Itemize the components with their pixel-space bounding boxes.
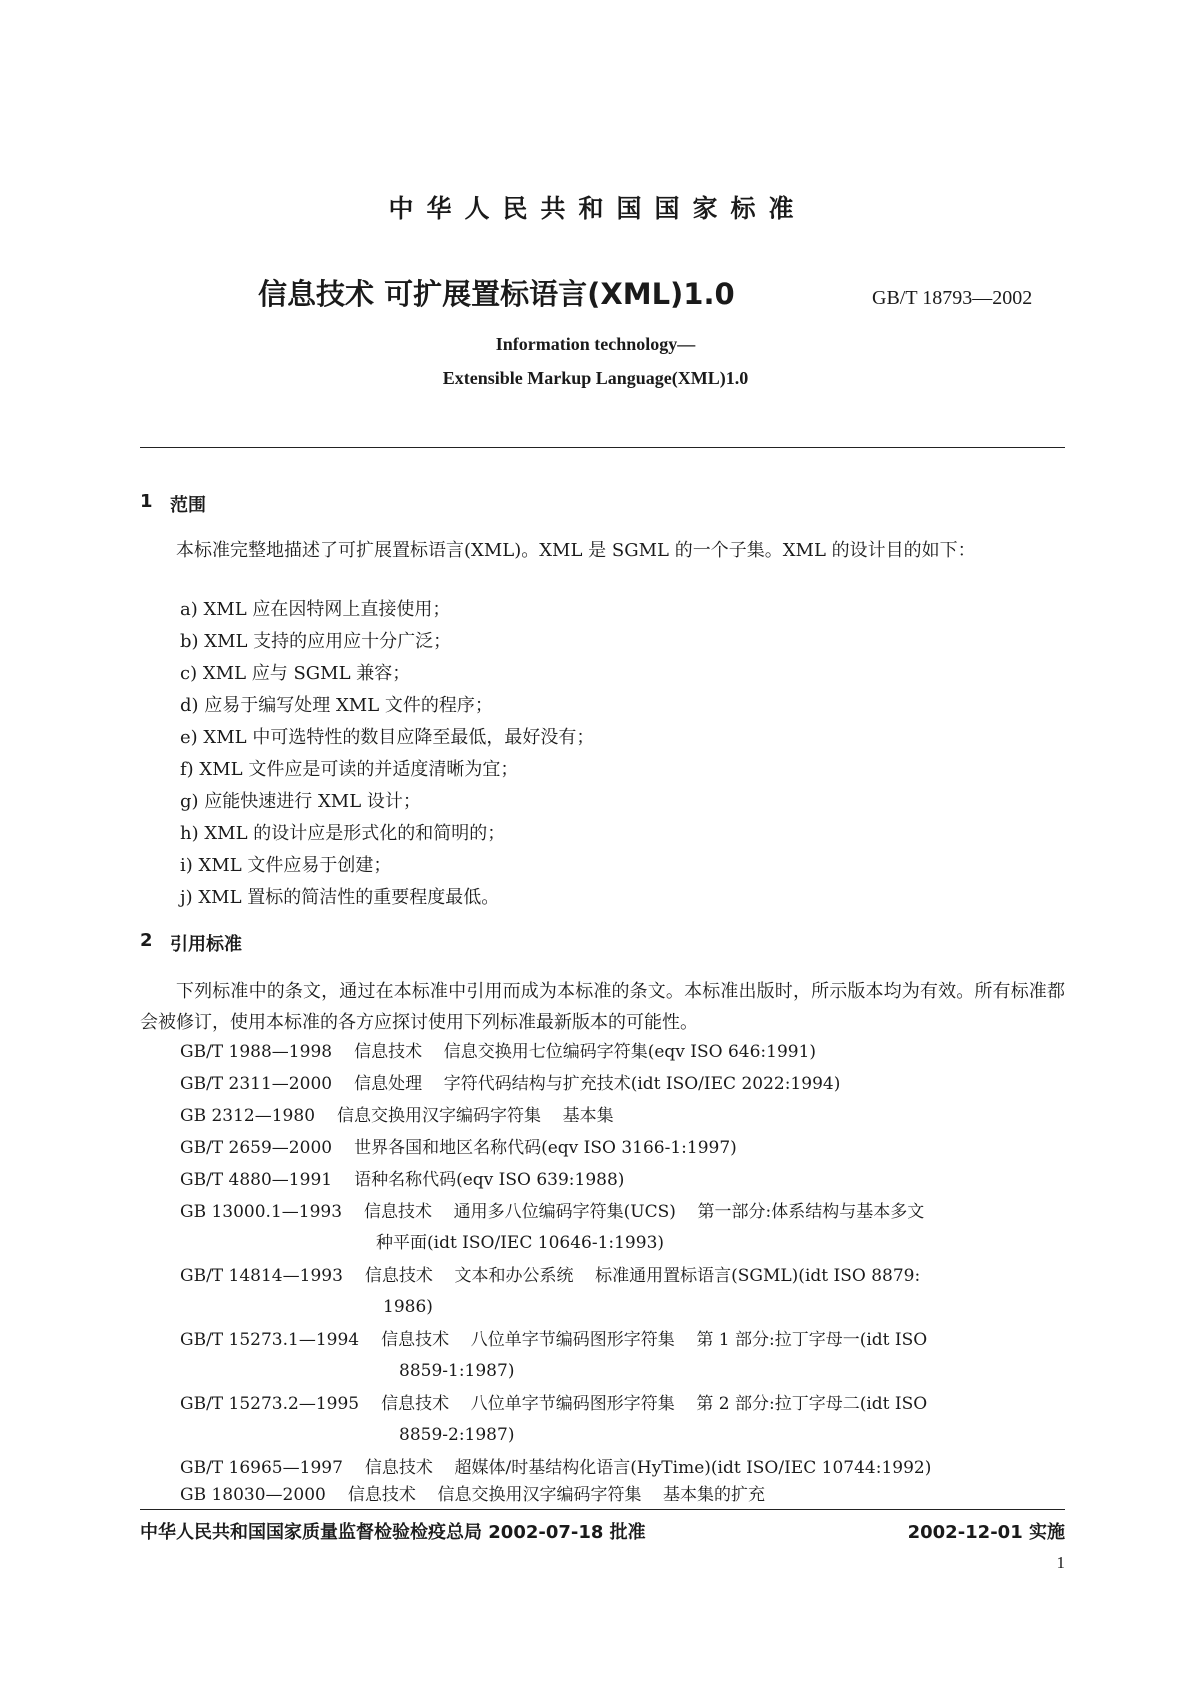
header-divider [140, 447, 1065, 448]
reference-title: 语种名称代码(eqv ISO 639:1988) [354, 1170, 625, 1190]
reference-title: 信息技术 通用多八位编码字符集(UCS) 第一部分:体系结构与基本多文 [364, 1202, 925, 1222]
reference-item [180, 1389, 927, 1420]
reference-continuation: 1986) [383, 1297, 433, 1317]
list-item: a) XML 应在因特网上直接使用； [180, 599, 451, 620]
list-item: c) XML 应与 SGML 兼容； [180, 663, 411, 684]
list-item: i) XML 文件应易于创建； [180, 855, 392, 876]
document-title-en-line2: Extensible Markup Language(XML)1.0 [442, 368, 749, 388]
reference-item [180, 1261, 920, 1292]
section-1-number: 1 [140, 491, 153, 512]
list-item: f) XML 文件应是可读的并适度清晰为宜； [180, 759, 519, 780]
document-title-en-line1: Information technology— [495, 334, 696, 354]
list-item: h) XML 的设计应是形式化的和简明的； [180, 823, 506, 844]
reference-item [180, 1197, 924, 1228]
list-item: g) 应能快速进行 XML 设计； [180, 791, 421, 812]
reference-code: GB 2312—1980 [180, 1106, 316, 1126]
document-title-cn: 信息技术 可扩展置标语言(XML)1.0 [258, 277, 735, 311]
footer-divider [140, 1509, 1065, 1510]
reference-title: 信息技术 超媒体/时基结构化语言(HyTime)(idt ISO/IEC 10744:1992) [364, 1458, 932, 1478]
section-1-title: 范围 [170, 495, 206, 516]
reference-title: 世界各国和地区名称代码(eqv ISO 3166-1:1997) [354, 1138, 737, 1158]
list-item: e) XML 中可选特性的数目应降至最低，最好没有； [180, 727, 595, 748]
section-2-number: 2 [140, 930, 153, 951]
reference-continuation: 8859-2:1987) [399, 1425, 515, 1445]
list-item: d) 应易于编写处理 XML 文件的程序； [180, 695, 493, 716]
reference-code: GB 13000.1—1993 [180, 1202, 343, 1222]
reference-code: GB/T 2659—2000 [180, 1138, 333, 1158]
reference-code: GB/T 2311—2000 [180, 1074, 333, 1094]
reference-title: 信息技术 文本和办公系统 标准通用置标语言(SGML)(idt ISO 8879: [364, 1266, 921, 1286]
implementation-date: 2002-12-01 实施 [907, 1522, 1065, 1543]
list-item: b) XML 支持的应用应十分广泛； [180, 631, 452, 652]
reference-item [180, 1101, 614, 1132]
section-2-title: 引用标准 [170, 934, 242, 955]
reference-item [180, 1325, 927, 1356]
reference-code: GB/T 14814—1993 [180, 1266, 343, 1286]
reference-title: 信息技术 信息交换用七位编码字符集(eqv ISO 646:1991) [354, 1042, 817, 1062]
reference-code: GB/T 16965—1997 [180, 1458, 343, 1478]
reference-item [180, 1069, 840, 1100]
reference-title: 信息技术 信息交换用汉字编码字符集 基本集的扩充 [347, 1485, 766, 1505]
reference-item [180, 1037, 816, 1068]
reference-code: GB/T 15273.2—1995 [180, 1394, 360, 1414]
reference-code: GB/T 4880—1991 [180, 1170, 333, 1190]
section-2-intro: 下列标准中的条文，通过在本标准中引用而成为本标准的条文。本标准出版时，所示版本均为有效。所有标准都会被修订，使用本标准的各方应探讨使用下列标准最新版本的可能性。 [140, 981, 1065, 1033]
reference-continuation: 种平面(idt ISO/IEC 10646-1:1993) [376, 1233, 665, 1253]
list-item: j) XML 置标的简洁性的重要程度最低。 [180, 887, 500, 908]
reference-item [180, 1480, 765, 1511]
reference-title: 信息技术 八位单字节编码图形字符集 第 2 部分:拉丁字母二(idt ISO [381, 1394, 928, 1414]
reference-continuation: 8859-1:1987) [399, 1361, 515, 1381]
national-standard-heading: 中华人民共和国国家标准 [388, 194, 807, 223]
standard-number: GB/T 18793—2002 [872, 287, 1033, 309]
reference-code: GB 18030—2000 [180, 1485, 326, 1505]
reference-title: 信息交换用汉字编码字符集 基本集 [337, 1106, 614, 1126]
design-goals-list [180, 594, 594, 914]
reference-title: 信息技术 八位单字节编码图形字符集 第 1 部分:拉丁字母一(idt ISO [381, 1330, 928, 1350]
page-number: 1 [1056, 1553, 1065, 1572]
reference-item [180, 1165, 624, 1196]
reference-title: 信息处理 字符代码结构与扩充技术(idt ISO/IEC 2022:1994) [354, 1074, 841, 1094]
reference-code: GB/T 1988—1998 [180, 1042, 333, 1062]
section-1-intro: 本标准完整地描述了可扩展置标语言(XML)。XML 是 SGML 的一个子集。XML 的设计目的如下： [176, 540, 976, 561]
reference-code: GB/T 15273.1—1994 [180, 1330, 360, 1350]
approval-statement: 中华人民共和国国家质量监督检验检疫总局 2002-07-18 批准 [140, 1522, 646, 1543]
reference-item [180, 1133, 737, 1164]
